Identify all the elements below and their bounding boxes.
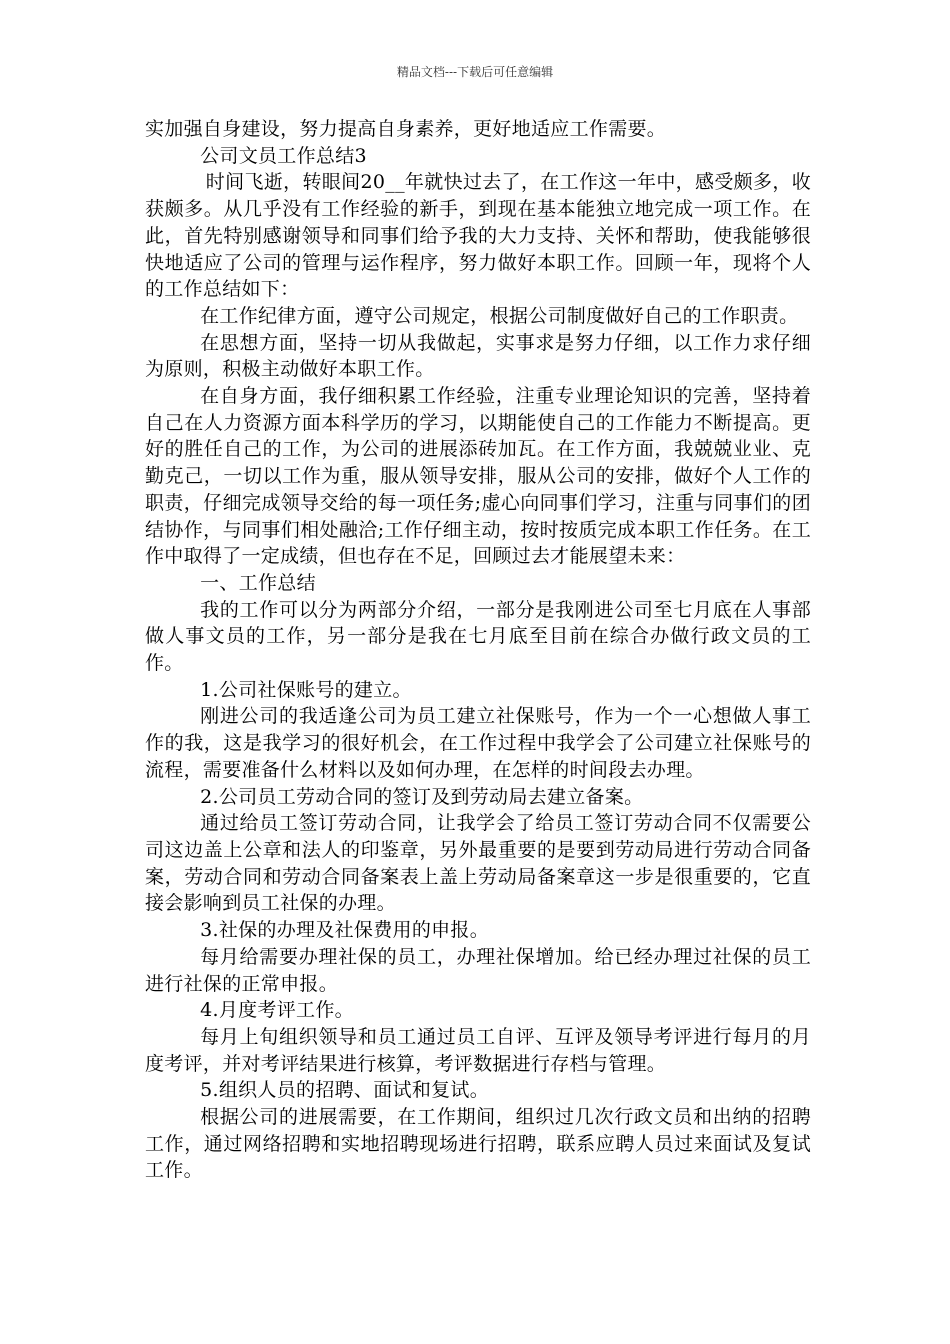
section-title: 公司文员工作总结3 <box>200 144 367 167</box>
item-heading-1: 1.公司社保账号的建立。 <box>200 678 412 701</box>
item-heading-4: 4.月度考评工作。 <box>200 999 354 1022</box>
item-heading-3: 3.社保的办理及社保费用的申报。 <box>200 919 490 942</box>
item-body-1: 刚进公司的我适逢公司为员工建立社保账号，作为一个一心想做人事工作的我，这是我学习的很好机会，在工作过程中我学会了公司建立社保账号的流程，需要准备什么材料以及如何办理，在怎样的时间段去办理。 <box>145 705 811 781</box>
paragraph-thought: 在思想方面，坚持一切从我做起，实事求是努力仔细，以工作力求仔细为原则，积极主动做好本职工作。 <box>145 331 811 381</box>
item-body-2: 通过给员工签订劳动合同，让我学会了给员工签订劳动合同不仅需要公司这边盖上公章和法人的印鉴章，另外最重要的是要到劳动局进行劳动合同备案，劳动合同和劳动合同备案表上盖上劳动局备案章这一步是很重要的，它直接会影响到员工社保的办理。 <box>145 812 811 915</box>
subheading-work-summary: 一、工作总结 <box>200 571 316 594</box>
paragraph-continuation: 实加强自身建设，努力提高自身素养，更好地适应工作需要。 <box>145 118 667 140</box>
item-heading-2: 2.公司员工劳动合同的签订及到劳动局去建立备案。 <box>200 785 644 808</box>
item-heading-5: 5.组织人员的招聘、面试和复试。 <box>200 1079 490 1102</box>
item-body-3: 每月给需要办理社保的员工，办理社保增加。给已经办理过社保的员工进行社保的正常申报。 <box>145 945 811 995</box>
document-body <box>145 116 811 1184</box>
item-body-5: 根据公司的进展需要，在工作期间，组织过几次行政文员和出纳的招聘工作，通过网络招聘和实地招聘现场进行招聘，联系应聘人员过来面试及复试工作。 <box>145 1106 811 1182</box>
paragraph-work-intro: 我的工作可以分为两部分介绍，一部分是我刚进公司至七月底在人事部做人事文员的工作，另一部分是我在七月底至目前在综合办做行政文员的工作。 <box>145 598 811 675</box>
paragraph-self: 在自身方面，我仔细积累工作经验，注重专业理论知识的完善，坚持着自己在人力资源方面本科学历的学习，以期能使自己的工作能力不断提高。更好的胜任自己的工作，为公司的进展添砖加瓦。在工作方面，我兢兢业业、克勤克己，一切以工作为重，服从领导安排，服从公司的安排，做好个人工作的职责，仔细完成领导交给的每一项任务;虚心向同事们学习，注重与同事们的团结协作，与同事们相处融洽;工作仔细主动，按时按质完成本职工作任务。在工作中取得了一定成绩，但也存在不足，回顾过去才能展望未来： <box>145 385 811 568</box>
page-header: 精品文档---下载后可任意编辑 <box>396 65 554 79</box>
item-body-4: 每月上旬组织领导和员工通过员工自评、互评及领导考评进行每月的月度考评，并对考评结果进行核算，考评数据进行存档与管理。 <box>145 1025 811 1075</box>
paragraph-discipline: 在工作纪律方面，遵守公司规定，根据公司制度做好自己的工作职责。 <box>200 304 799 327</box>
paragraph-intro: 时间飞逝，转眼间20__年就快过去了，在工作这一年中，感受颇多，收获颇多。从几乎没有工作经验的新手，到现在基本能独立地完成一项工作。在此，首先特别感谢领导和同事们给予我的大力支持、关怀和帮助，使我能够很快地适应了公司的管理与运作程序，努力做好本职工作。回顾一年，现将个人的工作总结如下： <box>145 171 811 301</box>
